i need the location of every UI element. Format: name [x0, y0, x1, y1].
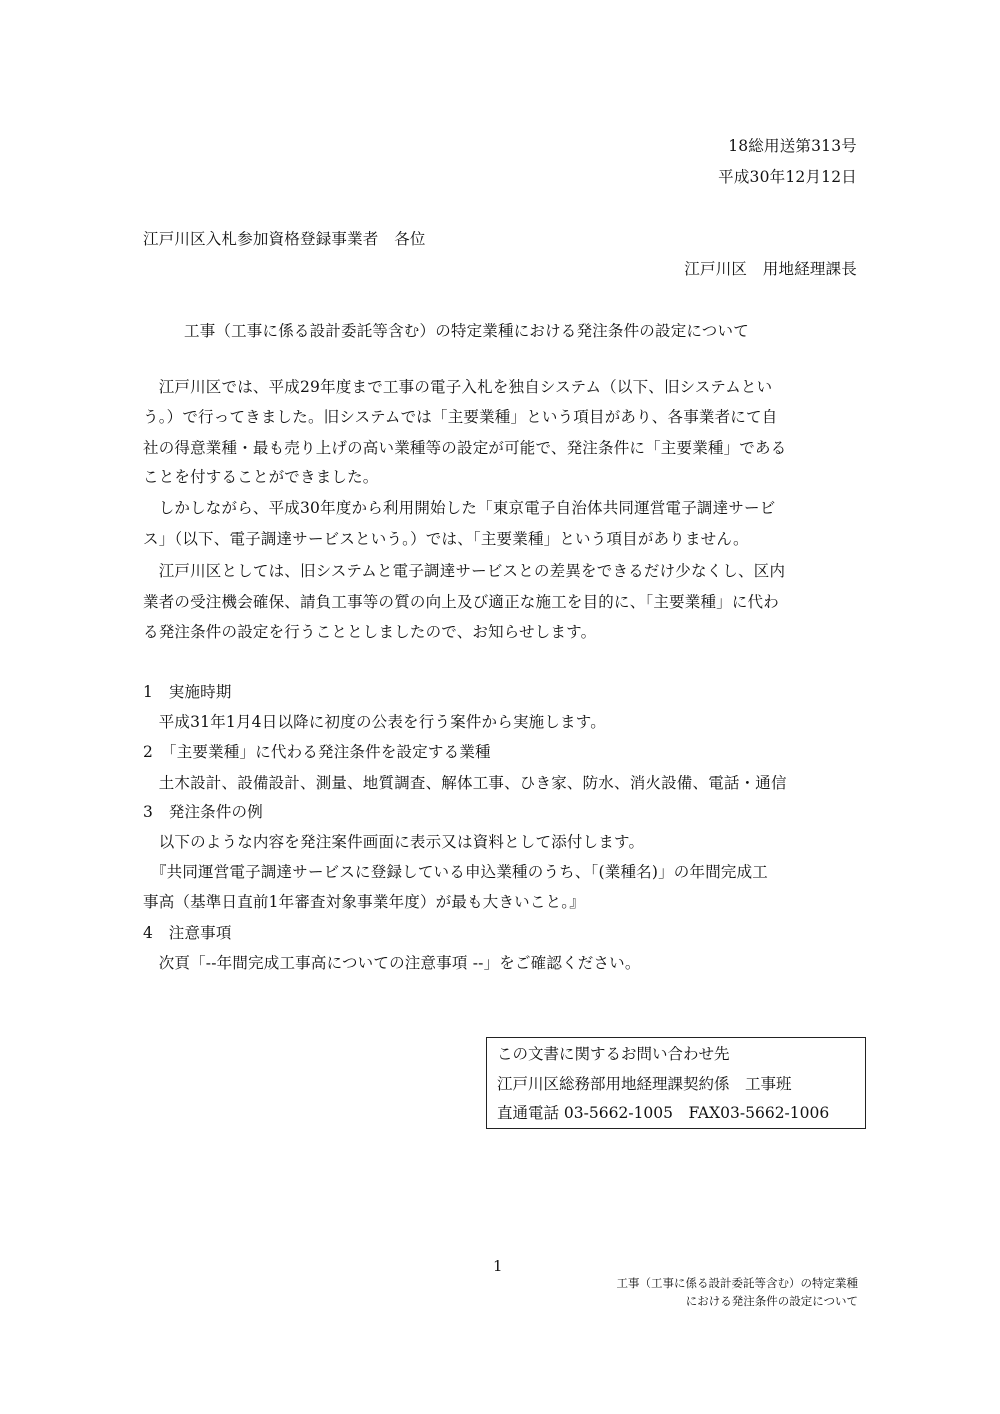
body-line: ス」（以下、電子調達サービスという。）では、「主要業種」という項目がありません。: [143, 530, 749, 548]
body-line: 社の得意業種・最も売り上げの高い業種等の設定が可能で、発注条件に「主要業種」である: [143, 439, 787, 457]
section-text: 平成31年1月4日以降に初度の公表を行う案件から実施します。: [143, 713, 606, 731]
body-line: 江戸川区としては、旧システムと電子調達サービスとの差異をできるだけ少なくし、区内: [143, 562, 786, 580]
footer-line: 工事（工事に係る設計委託等含む）の特定業種: [616, 1276, 858, 1290]
section-heading: 1 実施時期: [143, 683, 232, 701]
page-number: 1: [493, 1257, 503, 1275]
section-heading: 2 「主要業種」に代わる発注条件を設定する業種: [143, 743, 491, 761]
recipient: 江戸川区入札参加資格登録事業者 各位: [143, 230, 426, 248]
body-line: しかしながら、平成30年度から利用開始した「東京電子自治体共同運営電子調達サービ: [143, 499, 776, 517]
body-line: 江戸川区では、平成29年度まで工事の電子入札を独自システム（以下、旧システムとい: [143, 378, 773, 396]
contact-department: 江戸川区総務部用地経理課契約係 工事班: [497, 1075, 792, 1093]
sender: 江戸川区 用地経理課長: [684, 260, 857, 278]
body-line: ことを付することができました。: [143, 468, 379, 486]
body-line: る発注条件の設定を行うこととしましたので、お知らせします。: [143, 623, 597, 641]
document-date: 平成30年12月12日: [718, 168, 857, 186]
footer-line: における発注条件の設定について: [685, 1294, 858, 1308]
section-heading: 3 発注条件の例: [143, 803, 263, 821]
document-number: 18総用送第313号: [728, 137, 857, 155]
section-text: 『共同運営電子調達サービスに登録している申込業種のうち、「(業種名)」の年間完成工: [143, 863, 768, 881]
section-text: 次頁「--年間完成工事高についての注意事項 --」をご確認ください。: [143, 954, 641, 972]
body-line: 業者の受注機会確保、請負工事等の質の向上及び適正な施工を目的に、「主要業種」に代わ: [143, 593, 779, 611]
section-text: 事高（基準日直前1年審査対象事業年度）が最も大きいこと。』: [143, 893, 585, 911]
contact-phone: 直通電話 03-5662-1005 FAX03-5662-1006: [497, 1104, 830, 1122]
contact-box: [486, 1037, 866, 1129]
section-text: 以下のような内容を発注案件画面に表示又は資料として添付します。: [143, 833, 645, 851]
document-title: 工事（工事に係る設計委託等含む）の特定業種における発注条件の設定について: [184, 322, 749, 340]
section-heading: 4 注意事項: [143, 924, 232, 942]
contact-heading: この文書に関するお問い合わせ先: [497, 1045, 730, 1063]
section-text: 土木設計、設備設計、測量、地質調査、解体工事、ひき家、防水、消火設備、電話・通信: [143, 774, 787, 792]
body-line: う。）で行ってきました。旧システムでは「主要業種」という項目があり、各事業者にて自: [143, 408, 778, 426]
